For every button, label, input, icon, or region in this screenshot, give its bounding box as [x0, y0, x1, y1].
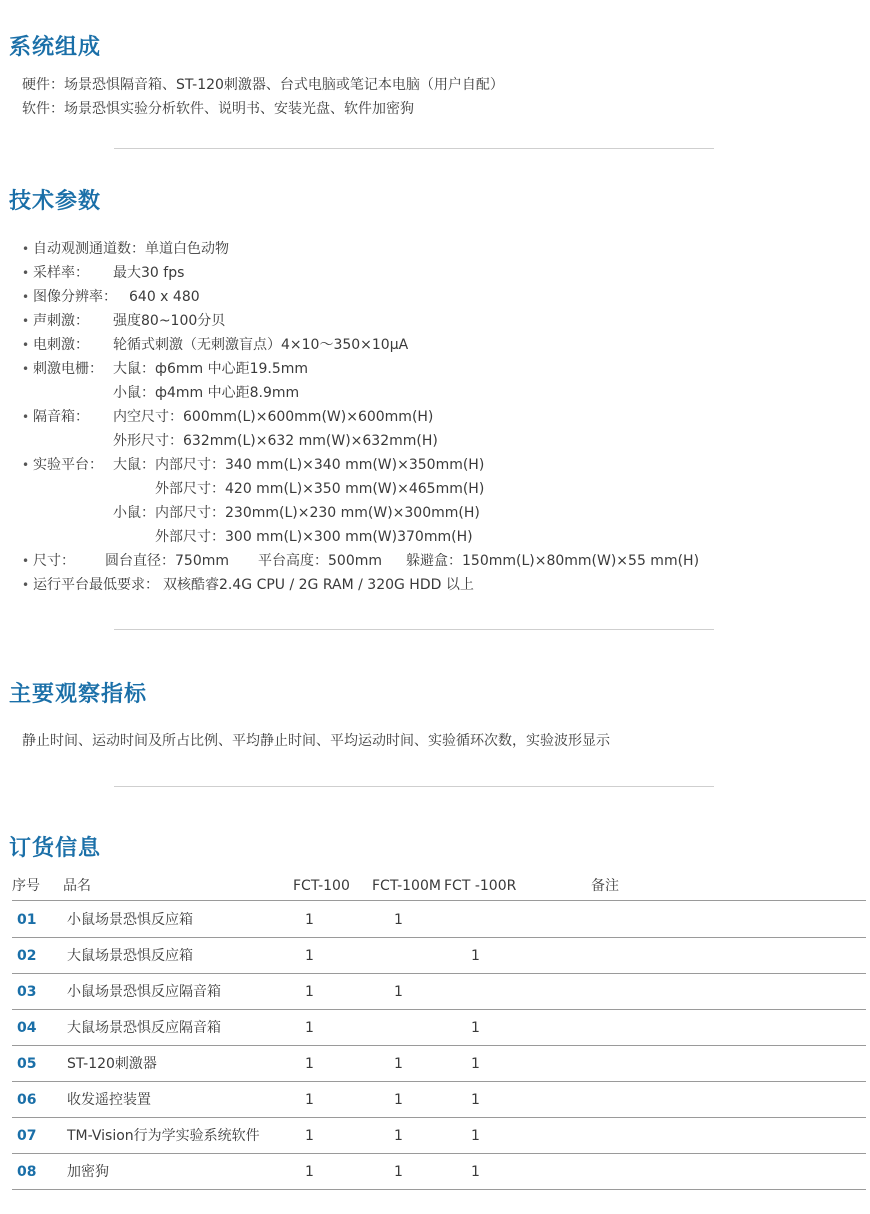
row-fct100r: 1 — [471, 1020, 480, 1036]
row-fct100m: 1 — [394, 1056, 403, 1072]
row-fct100r: 1 — [471, 1164, 480, 1180]
spec-box-inner: 内空尺寸：600mm(L)×600mm(W)×600mm(H) — [113, 409, 434, 425]
spec-platform-mouse: 小鼠： — [113, 505, 155, 521]
spec-sound-value: 强度80~100分贝 — [113, 313, 226, 329]
table-header-note: 备注 — [591, 878, 619, 894]
spec-platform-label: 实验平台： — [33, 457, 103, 473]
row-fct100: 1 — [305, 948, 314, 964]
software-line: 软件：场景恐惧实验分析软件、说明书、安装光盘、软件加密狗 — [22, 101, 414, 117]
spec-shock-label: 电刺激： — [33, 337, 89, 353]
row-seq: 05 — [17, 1056, 37, 1072]
row-fct100r: 1 — [471, 1092, 480, 1108]
divider — [114, 148, 714, 149]
table-rule — [12, 1009, 866, 1010]
spec-rate-label: 采样率： — [33, 265, 89, 281]
bullet: • — [22, 362, 30, 376]
table-header-seq: 序号 — [12, 878, 40, 894]
bullet: • — [22, 266, 30, 280]
row-fct100m: 1 — [394, 912, 403, 928]
section-title-specs: 技术参数 — [9, 189, 102, 214]
table-rule — [12, 973, 866, 974]
row-fct100: 1 — [305, 984, 314, 1000]
spec-box-label: 隔音箱： — [33, 409, 89, 425]
row-name: 小鼠场景恐惧反应隔音箱 — [67, 984, 221, 1000]
row-name: 大鼠场景恐惧反应箱 — [67, 948, 193, 964]
row-fct100m: 1 — [394, 1128, 403, 1144]
spec-auto-label: 自动观测通道数： — [33, 241, 145, 257]
table-rule — [12, 1117, 866, 1118]
row-fct100: 1 — [305, 1128, 314, 1144]
bullet: • — [22, 338, 30, 352]
row-name: ST-120刺激器 — [67, 1056, 157, 1072]
divider — [114, 786, 714, 787]
spec-grid-rat: 大鼠：ф6mm 中心距19.5mm — [113, 361, 309, 377]
row-fct100r: 1 — [471, 948, 480, 964]
row-fct100r: 1 — [471, 1128, 480, 1144]
row-name: TM-Vision行为学实验系统软件 — [67, 1128, 260, 1144]
spec-platform-mouse-inner: 内部尺寸：230mm(L)×230 mm(W)×300mm(H) — [155, 505, 480, 521]
row-seq: 08 — [17, 1164, 37, 1180]
row-fct100: 1 — [305, 1056, 314, 1072]
spec-res-label: 图像分辨率： — [33, 289, 117, 305]
spec-platform-rat: 大鼠： — [113, 457, 155, 473]
row-seq: 01 — [17, 912, 37, 928]
spec-platform-rat-outer: 外部尺寸：420 mm(L)×350 mm(W)×465mm(H) — [155, 481, 485, 497]
table-rule — [12, 900, 866, 901]
section-title-order: 订货信息 — [9, 836, 102, 861]
table-header-name: 品名 — [63, 878, 91, 894]
row-name: 小鼠场景恐惧反应箱 — [67, 912, 193, 928]
table-rule — [12, 937, 866, 938]
spec-req-value: 双核酷睿2.4G CPU / 2G RAM / 320G HDD 以上 — [163, 577, 474, 593]
row-seq: 06 — [17, 1092, 37, 1108]
bullet: • — [22, 554, 30, 568]
spec-grid-mouse: 小鼠：ф4mm 中心距8.9mm — [113, 385, 300, 401]
spec-size-height: 平台高度：500mm — [258, 553, 382, 569]
divider — [114, 629, 714, 630]
table-rule — [12, 1189, 866, 1190]
row-fct100: 1 — [305, 1092, 314, 1108]
section-title-observation: 主要观察指标 — [9, 682, 148, 707]
table-header-fct100m: FCT-100M — [372, 878, 441, 894]
row-seq: 02 — [17, 948, 37, 964]
bullet: • — [22, 410, 30, 424]
spec-auto-value: 单道白色动物 — [145, 241, 229, 257]
row-fct100: 1 — [305, 912, 314, 928]
section-title-composition: 系统组成 — [9, 35, 102, 60]
table-rule — [12, 1081, 866, 1082]
spec-platform-rat-inner: 内部尺寸：340 mm(L)×340 mm(W)×350mm(H) — [155, 457, 485, 473]
bullet: • — [22, 578, 30, 592]
row-seq: 03 — [17, 984, 37, 1000]
row-fct100m: 1 — [394, 984, 403, 1000]
hardware-line: 硬件：场景恐惧隔音箱、ST-120刺激器、台式电脑或笔记本电脑（用户自配） — [22, 77, 504, 93]
table-header-fct100: FCT-100 — [293, 878, 350, 894]
bullet: • — [22, 290, 30, 304]
bullet: • — [22, 242, 30, 256]
spec-size-label: 尺寸： — [33, 553, 75, 569]
spec-sound-label: 声刺激： — [33, 313, 89, 329]
spec-size-box: 躲避盒：150mm(L)×80mm(W)×55 mm(H) — [406, 553, 700, 569]
table-rule — [12, 1153, 866, 1154]
row-fct100m: 1 — [394, 1164, 403, 1180]
row-fct100: 1 — [305, 1020, 314, 1036]
spec-res-value: 640 x 480 — [129, 289, 200, 305]
spec-grid-label: 刺激电栅： — [33, 361, 103, 377]
row-fct100: 1 — [305, 1164, 314, 1180]
row-fct100r: 1 — [471, 1056, 480, 1072]
spec-platform-mouse-outer: 外部尺寸：300 mm(L)×300 mm(W)370mm(H) — [155, 529, 473, 545]
row-name: 大鼠场景恐惧反应隔音箱 — [67, 1020, 221, 1036]
spec-shock-value: 轮循式刺激（无刺激盲点）4×10～350×10μA — [113, 337, 409, 353]
row-name: 加密狗 — [67, 1164, 109, 1180]
spec-size-round: 圆台直径：750mm — [105, 553, 229, 569]
row-seq: 07 — [17, 1128, 37, 1144]
observation-text: 静止时间、运动时间及所占比例、平均静止时间、平均运动时间、实验循环次数，实验波形显示 — [22, 733, 610, 749]
table-header-fct100r: FCT -100R — [444, 878, 517, 894]
spec-box-outer: 外形尺寸：632mm(L)×632 mm(W)×632mm(H) — [113, 433, 438, 449]
row-name: 收发遥控装置 — [67, 1092, 151, 1108]
row-fct100m: 1 — [394, 1092, 403, 1108]
row-seq: 04 — [17, 1020, 37, 1036]
spec-rate-value: 最大30 fps — [113, 265, 185, 281]
table-rule — [12, 1045, 866, 1046]
bullet: • — [22, 314, 30, 328]
spec-req-label: 运行平台最低要求： — [33, 577, 159, 593]
bullet: • — [22, 458, 30, 472]
